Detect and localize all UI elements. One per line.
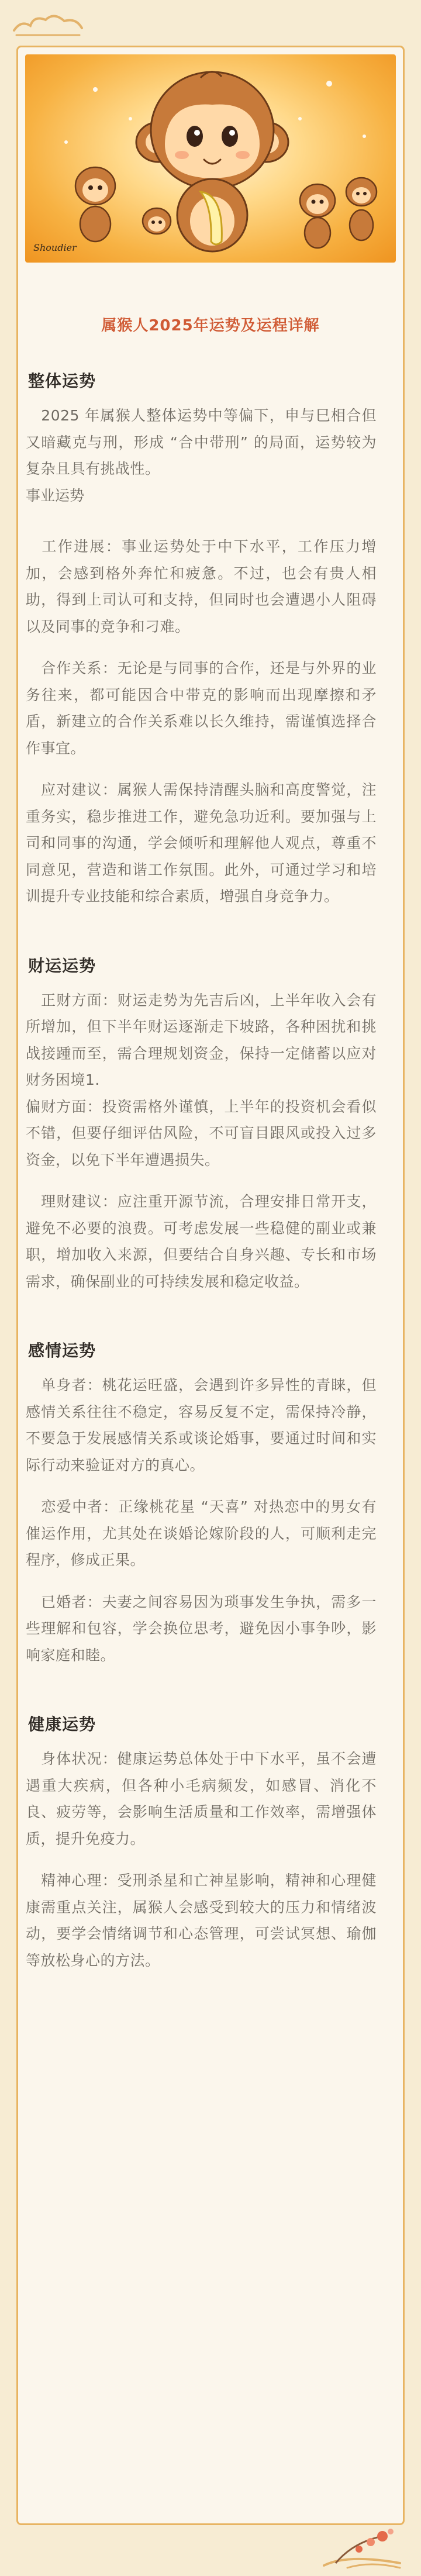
wealth-paragraph-advice: 理财建议：应注重开源节流，合理安排日常开支，避免不必要的浪费。可考虑发展一些稳健的副业或兼职，增加收入来源，但要结合自身兴趣、专长和市场需求，确保副业的可持续发展和稳定收益。 [26, 1193, 377, 1290]
wealth-paragraph-windfall: 偏财方面：投资需格外谨慎，上半年的投资机会看似不错，但要仔细评估风险，不可盲目跟风或投入过多资金，以免下半年遭遇损失。 [26, 1098, 377, 1168]
health-paragraph-mind: 精神心理：受刑杀星和亡神星影响，精神和心理健康需重点关注，属猴人会感受到较大的压力和情绪波动，要学会情绪调节和心态管理，可尝试冥想、瑜伽等放松身心的方法。 [26, 1872, 377, 1969]
section-heading-wealth: 财运运势 [28, 956, 96, 975]
monkey-illustration [25, 54, 396, 263]
career-paragraph-cooperation: 合作关系：无论是与同事的合作，还是与外界的业务往来，都可能因合中带克的影响而出现摩擦和矛盾，新建立的合作关系难以长久维持，需谨慎选择合作事宜。 [26, 660, 377, 757]
career-paragraph-progress: 工作进展：事业运势处于中下水平，工作压力增加，会感到格外奔忙和疲惫。不过，也会有贵人相助，得到上司认可和支持，但同时也会遭遇小人阻碍以及同事的竞争和刁难。 [26, 538, 377, 635]
section-heading-love: 感情运势 [28, 1341, 96, 1360]
love-paragraph-married: 已婚者：夫妻之间容易因为琐事发生争执，需多一些理解和包容，学会换位思考，避免因小事争吵，影响家庭和睦。 [26, 1593, 377, 1664]
section-heading-overall: 整体运势 [28, 371, 96, 391]
article-body [26, 368, 377, 1989]
artist-signature: Shoudier [33, 242, 77, 253]
article-title: 属猴人2025年运势及运程详解 [101, 317, 320, 334]
career-label: 事业运势 [26, 487, 85, 504]
hero-illustration [25, 54, 396, 263]
cloud-ornament-top [11, 7, 87, 40]
wealth-paragraph-regular: 正财方面：财运走势为先吉后凶，上半年收入会有所增加，但下半年财运逐渐走下坡路，各种困扰和挑战接踵而至，需合理规划资金，保持一定储蓄以应对财务困境1. [26, 991, 377, 1088]
section-heading-health: 健康运势 [28, 1715, 96, 1734]
love-paragraph-single: 单身者：桃花运旺盛，会遇到许多异性的青睐，但感情关系往往不稳定，容易反复不定，需保持冷静，不要急于发展感情关系或谈论婚事，要通过时间和实际行动来验证对方的真心。 [26, 1377, 377, 1474]
plum-blossom-ornament [312, 2507, 412, 2571]
overall-paragraph: 2025 年属猴人整体运势中等偏下，申与巳相合但又暗藏克与刑，形成 “合中带刑” 的局面，运势较为复杂且具有挑战性。 [26, 407, 377, 477]
health-paragraph-body: 身体状况：健康运势总体处于中下水平，虽不会遭遇重大疾病，但各种小毛病频发，如感冒、消化不良、疲劳等，会影响生活质量和工作效率，需增强体质，提升免疫力。 [26, 1750, 377, 1847]
career-paragraph-advice: 应对建议：属猴人需保持清醒头脑和高度警觉，注重务实，稳步推进工作，避免急功近利。要加强与上司和同事的沟通，学会倾听和理解他人观点，尊重不同意见，营造和谐工作氛围。此外，可通过学习和培训提升专业技能和综合素质，增强自身竞争力。 [26, 781, 377, 905]
love-paragraph-dating: 恋爱中者：正缘桃花星 “天喜” 对热恋中的男女有催运作用，尤其处在谈婚论嫁阶段的人，可顺利走完程序，修成正果。 [26, 1498, 377, 1568]
